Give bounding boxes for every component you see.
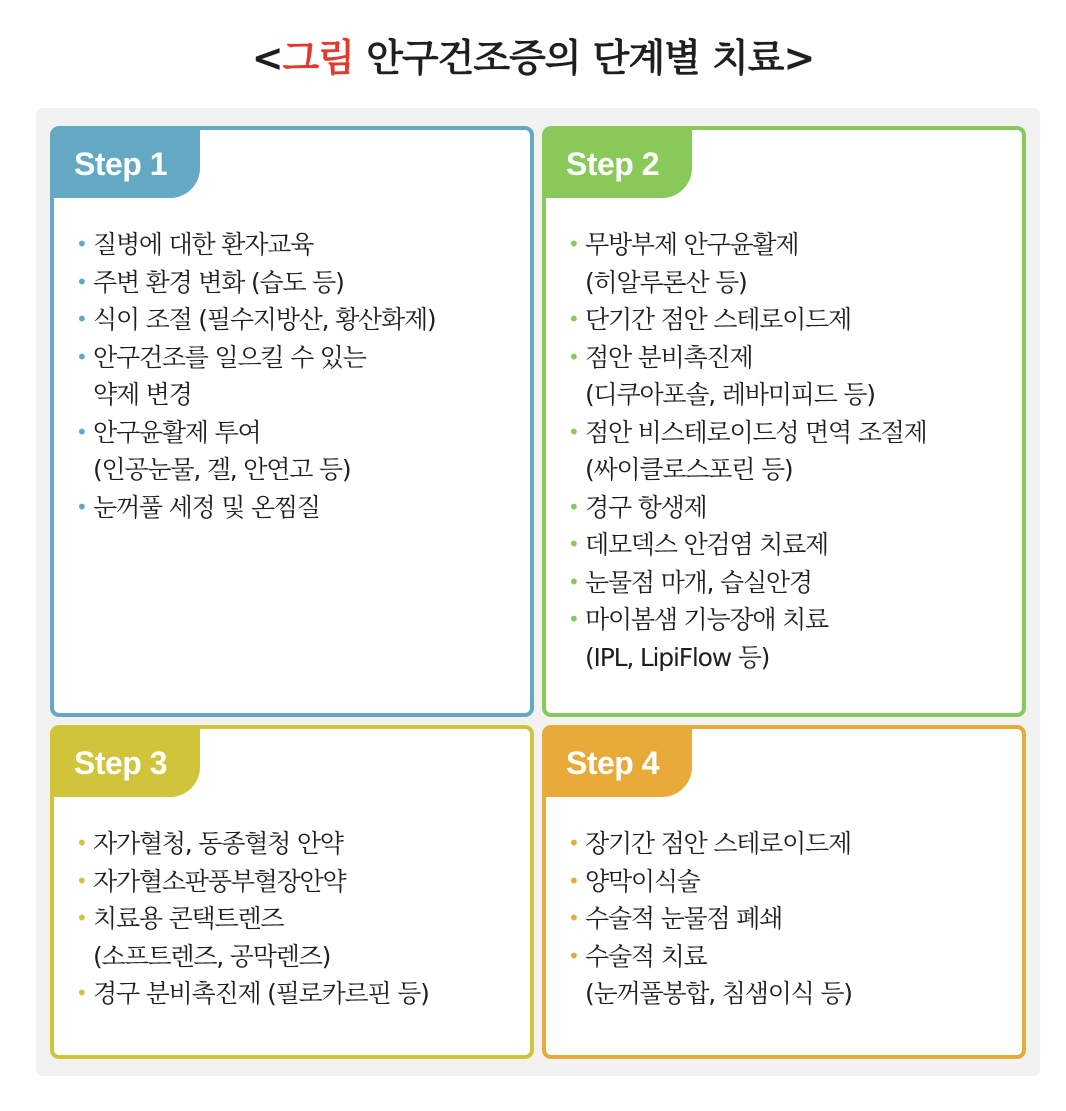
list-item-text: (싸이클로스포린 등) (585, 455, 793, 484)
bullet-icon: • (76, 269, 87, 294)
bullet-icon: • (568, 344, 579, 369)
list-item-text: 점안 비스테로이드성 면역 조절제 (585, 417, 927, 447)
list-item (76, 339, 520, 414)
list-item-text: 눈물점 마개, 습실안경 (585, 567, 812, 597)
bullet-icon: • (76, 307, 87, 331)
list-item-text: 단기간 점안 스테로이드제 (585, 305, 851, 334)
bullet-icon: • (76, 232, 87, 256)
list-item-text: 자가혈소판풍부혈장안약 (93, 866, 346, 896)
bullet-icon: • (568, 831, 579, 855)
list-item-text: 자가혈청, 동종혈청 안약 (93, 829, 343, 858)
list-item (568, 601, 1012, 676)
list-item (76, 975, 520, 1013)
bullet-icon: • (568, 419, 579, 444)
page-title (0, 30, 1066, 86)
list-item (568, 564, 1012, 602)
step-3-card (50, 725, 534, 1059)
list-item-text: 질병에 대한 환자교육 (93, 230, 314, 259)
list-item (76, 226, 520, 264)
list-item (568, 863, 1012, 901)
list-item-text: 치료용 콘택트렌즈 (93, 904, 284, 933)
step-4-tab: Step 4 (546, 729, 692, 797)
bullet-icon: • (568, 607, 579, 631)
list-item-text: 점안 분비촉진제 (585, 342, 753, 372)
step-2-tab: Step 2 (546, 130, 692, 198)
step-2-list (568, 226, 1012, 676)
bullet-icon: • (568, 868, 579, 893)
list-item (76, 863, 520, 901)
list-item-text: (히알루론산 등) (585, 267, 747, 297)
list-item (76, 825, 520, 863)
list-item (568, 938, 1012, 1013)
bullet-icon: • (76, 906, 87, 930)
list-item-text: (디쿠아포솔, 레바미피드 등) (585, 380, 875, 409)
list-item-text: 경구 분비촉진제 (필로카르핀 등) (93, 979, 429, 1008)
list-item-text: 식이 조절 (필수지방산, 황산화제) (93, 305, 436, 334)
list-item-text: (소프트렌즈, 공막렌즈) (93, 941, 331, 971)
list-item (568, 339, 1012, 414)
list-item (76, 900, 520, 975)
step-4-list (568, 825, 1012, 1013)
list-item-text: 마이봄샘 기능장애 치료 (585, 605, 828, 634)
step-1-list (76, 226, 520, 526)
bullet-icon: • (76, 419, 87, 444)
step-1-card (50, 126, 534, 717)
list-item-text: 수술적 눈물점 폐쇄 (585, 904, 783, 933)
bullet-icon: • (568, 906, 579, 930)
step-3-list (76, 825, 520, 1013)
step-4-card (542, 725, 1026, 1059)
list-item (568, 526, 1012, 564)
list-item (76, 489, 520, 527)
bullet-icon: • (76, 344, 87, 369)
list-item (568, 301, 1012, 339)
title-open-bracket: < (251, 36, 283, 80)
bullet-icon: • (568, 569, 579, 594)
bullet-icon: • (568, 532, 579, 556)
list-item (76, 301, 520, 339)
step-1-tab: Step 1 (54, 130, 200, 198)
list-item-text: 주변 환경 변화 (습도 등) (93, 267, 344, 297)
bullet-icon: • (568, 943, 579, 968)
list-item-text: 양막이식술 (585, 866, 700, 896)
list-item (568, 825, 1012, 863)
list-item (76, 414, 520, 489)
bullet-icon: • (76, 494, 87, 519)
list-item-text: (눈꺼풀봉합, 침샘이식 등) (585, 979, 852, 1008)
list-item-text: 장기간 점안 스테로이드제 (585, 829, 851, 858)
bullet-icon: • (568, 494, 579, 519)
list-item (568, 489, 1012, 527)
list-item-text: 안구건조를 일으킬 수 있는 (93, 342, 366, 372)
title-close-bracket: > (783, 36, 815, 80)
bullet-icon: • (76, 831, 87, 855)
list-item-text: 무방부제 안구윤활제 (585, 230, 799, 259)
bullet-icon: • (568, 232, 579, 256)
list-item (568, 414, 1012, 489)
step-3-tab: Step 3 (54, 729, 200, 797)
list-item-text: 눈꺼풀 세정 및 온찜질 (93, 492, 320, 522)
title-accent: 그림 (282, 36, 354, 80)
list-item (76, 264, 520, 302)
list-item (568, 226, 1012, 301)
list-item-text: 수술적 치료 (585, 941, 707, 971)
bullet-icon: • (76, 981, 87, 1005)
bullet-icon: • (76, 868, 87, 893)
list-item-text: (IPL, LipiFlow 등) (585, 642, 770, 672)
list-item (568, 900, 1012, 938)
list-item-text: 경구 항생제 (585, 492, 707, 522)
list-item-text: 데모덱스 안검염 치료제 (585, 530, 828, 559)
title-text: 안구건조증의 단계별 치료 (353, 36, 784, 80)
step-2-card (542, 126, 1026, 717)
bullet-icon: • (568, 307, 579, 331)
list-item-text: 약제 변경 (93, 380, 192, 409)
list-item-text: 안구윤활제 투여 (93, 417, 261, 447)
list-item-text: (인공눈물, 겔, 안연고 등) (93, 455, 351, 484)
